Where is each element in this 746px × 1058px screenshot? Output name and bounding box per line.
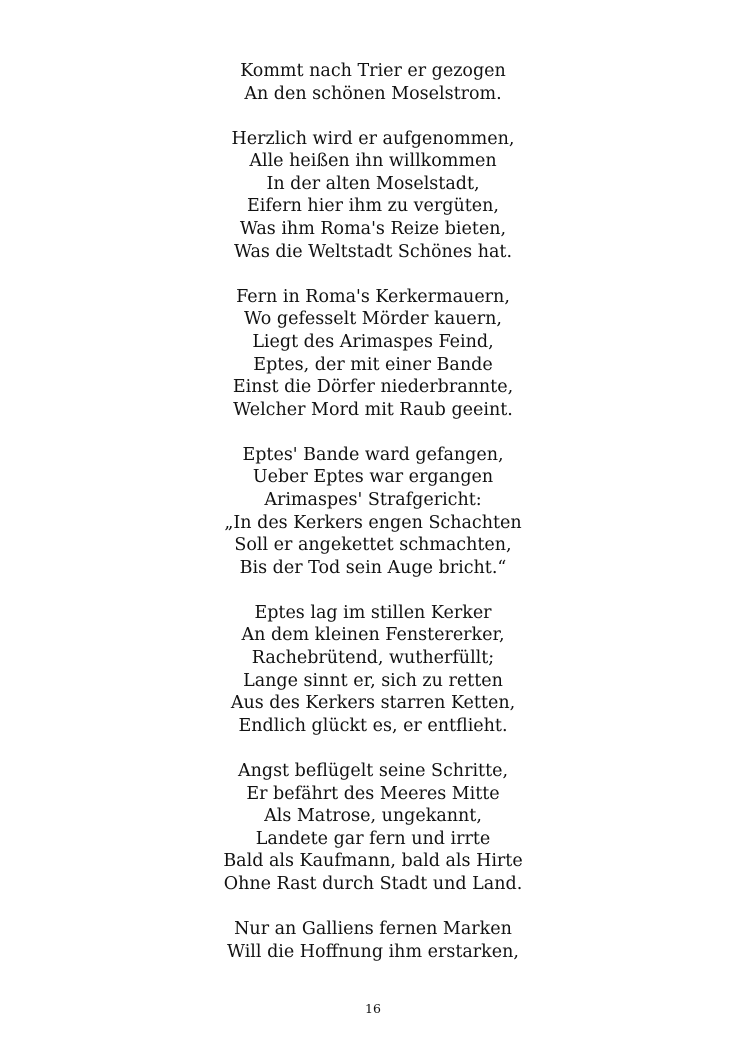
poem-line: Was ihm Roma's Reize bieten, — [239, 219, 507, 240]
poem-line: Endlich glückt es, er entflieht. — [238, 715, 508, 736]
poem-line: Als Matrose, ungekannt, — [264, 806, 482, 827]
poem-line: Eifern hier ihm zu vergüten, — [247, 196, 499, 217]
poem-line: Eptes, der mit einer Bande — [253, 354, 493, 375]
poem-text — [0, 60, 746, 986]
poem-line: Er befährt des Meeres Mitte — [246, 783, 500, 804]
poem-line: Rachebrütend, wutherfüllt; — [251, 648, 495, 669]
poem-line: In der alten Moselstadt, — [266, 173, 480, 194]
poem-line: Liegt des Arimaspes Feind, — [252, 331, 494, 352]
stanza-5 — [0, 602, 746, 738]
stanza-3 — [0, 286, 746, 422]
poem-line: Soll er angekettet schmachten, — [234, 535, 512, 556]
poem-line: Bis der Tod sein Auge bricht.“ — [239, 557, 507, 578]
stanza-1 — [0, 60, 746, 105]
poem-line: Kommt nach Trier er gezogen — [240, 61, 506, 81]
poem-line: Angst beflügelt seine Schritte, — [237, 760, 509, 781]
poem-line: Fern in Roma's Kerkermauern, — [236, 286, 510, 307]
page-number: 16 — [365, 1001, 381, 1016]
poem-line: Wo gefesselt Mörder kauern, — [244, 309, 502, 330]
poem-line: Will die Hoffnung ihm erstarken, — [227, 941, 519, 962]
poem-line: Alle heißen ihn willkommen — [249, 151, 497, 172]
poem-line: Landete gar fern und irrte — [255, 828, 491, 849]
poem-line: Nur an Galliens fernen Marken — [234, 919, 512, 939]
poem-line: „In des Kerkers engen Schachten — [224, 512, 522, 533]
poem-line: Welcher Mord mit Raub geeint. — [233, 399, 513, 420]
poem-line: Eptes lag im stillen Kerker — [254, 602, 492, 623]
poem-line: An dem kleinen Fenstererker, — [241, 625, 505, 646]
poem-line: Arimaspes' Strafgericht: — [264, 490, 482, 510]
stanza-7 — [0, 918, 746, 963]
poem-line: Eptes' Bande ward gefangen, — [242, 444, 504, 465]
poem-line: Ohne Rast durch Stadt und Land. — [223, 873, 523, 894]
poem-line: Aus des Kerkers starren Ketten, — [230, 693, 516, 714]
poem-line: Bald als Kaufmann, bald als Hirte — [223, 851, 523, 872]
poem-line: An den schönen Moselstrom. — [244, 83, 502, 104]
stanza-4 — [0, 444, 746, 580]
poem-line: Lange sinnt er, sich zu retten — [243, 670, 503, 691]
poem-line: Herzlich wird er aufgenommen, — [231, 128, 515, 149]
poem-line: Ueber Eptes war ergangen — [252, 467, 494, 488]
stanza-6 — [0, 760, 746, 896]
poem-line: Einst die Dörfer niederbrannte, — [232, 377, 514, 398]
poem-line: Was die Weltstadt Schönes hat. — [233, 241, 513, 262]
stanza-2 — [0, 128, 746, 264]
